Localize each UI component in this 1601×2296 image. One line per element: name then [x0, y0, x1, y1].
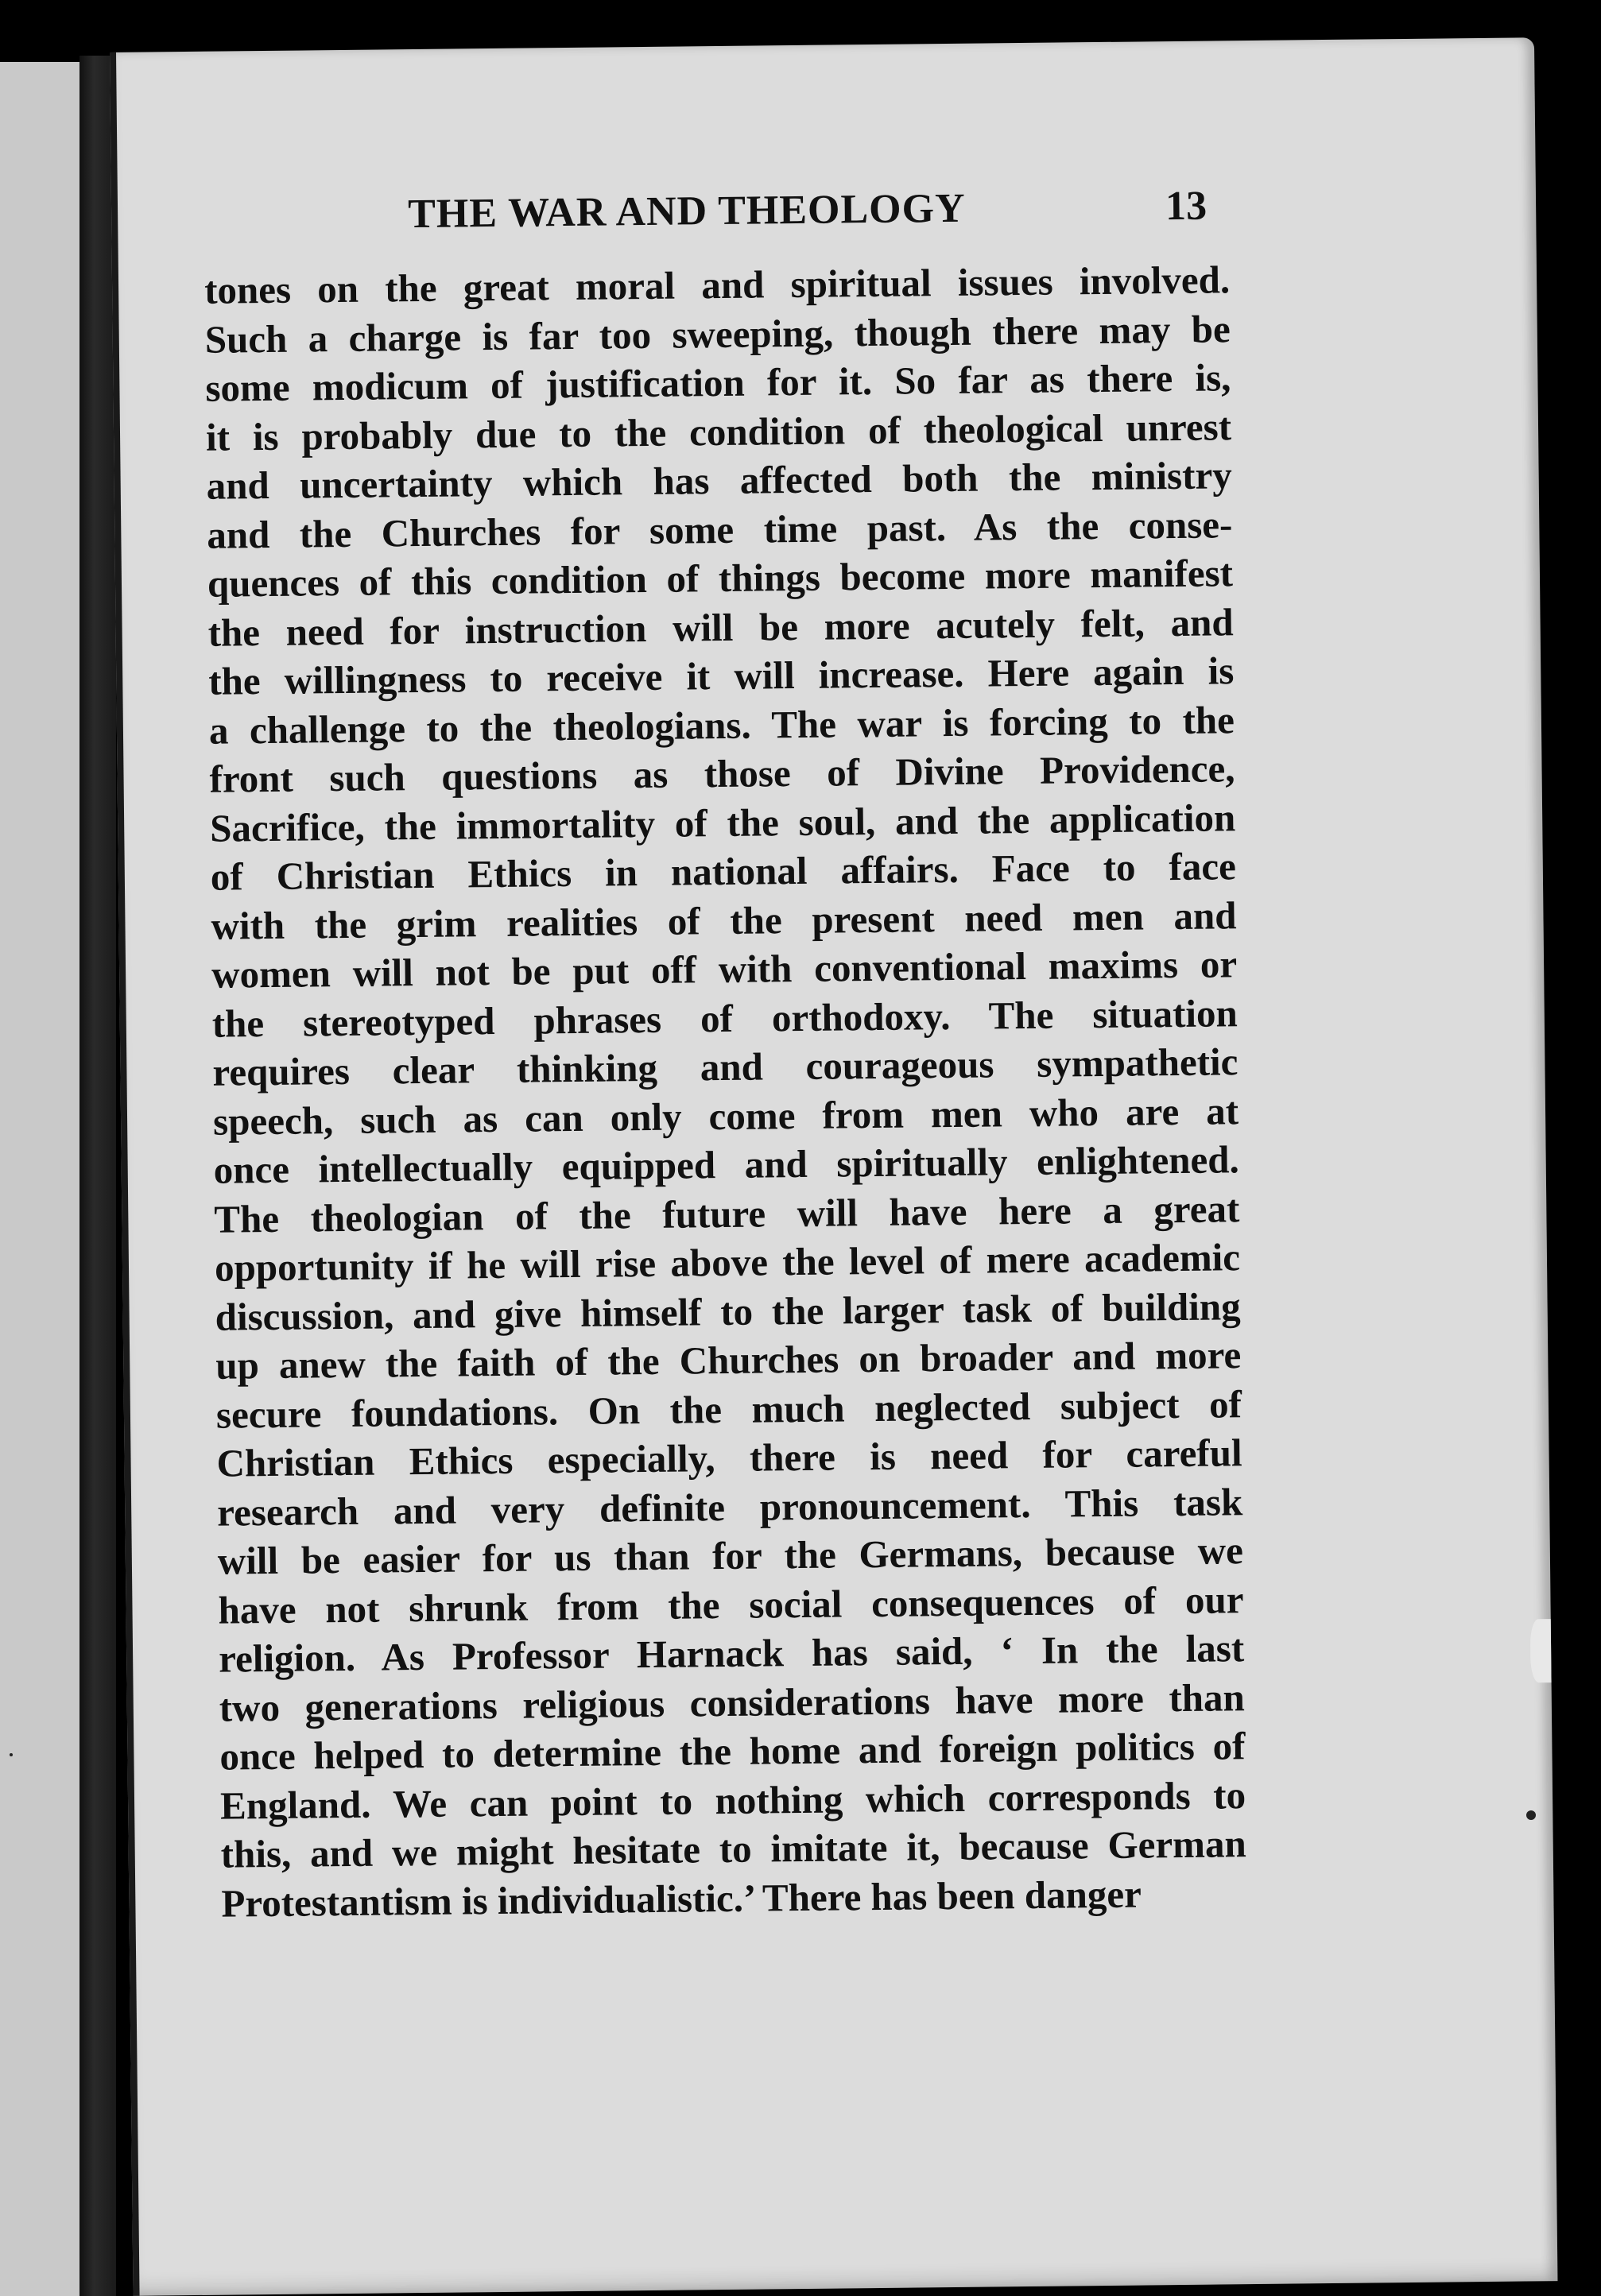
text-line: a challenge to the theologians. The war is forcing to the [208, 697, 1235, 753]
text-line: Such a charge is far too sweeping, though there may be [204, 306, 1231, 362]
text-line: front such questions as those of Divine Providence, [209, 746, 1235, 801]
text-line: up anew the faith of the Churches on broader and more [215, 1333, 1242, 1388]
running-title: THE WAR AND THEOLOGY [407, 185, 966, 238]
text-line: research and very definite pronouncement. This task [216, 1479, 1243, 1535]
text-line: the willingness to receive it will increase. Here again is [208, 649, 1235, 703]
text-line: the need for instruction will be more acutely felt, and [207, 599, 1234, 655]
book-page [110, 37, 1557, 2296]
text-line: will be easier for us than for the Germans, because we [217, 1528, 1244, 1583]
text-line: two generations religious considerations have more than [219, 1675, 1246, 1730]
text-line: it is probably due to the condition of theological unrest [205, 404, 1232, 459]
running-head [118, 179, 1543, 257]
text-line: opportunity if he will rise above the level of mere academic [214, 1235, 1241, 1290]
body-text [204, 255, 1247, 1927]
text-line: and uncertainty which has affected both the ministry [206, 453, 1232, 508]
text-line: The theologian of the future will have here a great [214, 1186, 1240, 1241]
page-number: 13 [1165, 183, 1208, 230]
text-line: some modicum of justification for it. So far as there is, [205, 355, 1231, 410]
text-line: Sacrifice, the immortality of the soul, and the application [209, 795, 1236, 850]
text-line: tones on the great moral and spiritual issues involved. [204, 257, 1231, 312]
text-line: once helped to determine the home and foreign politics of [219, 1724, 1246, 1779]
text-line: the stereotyped phrases of orthodoxy. The situation [211, 990, 1239, 1046]
text-line: discussion, and give himself to the larger task of building [215, 1284, 1241, 1339]
dust-speck [1526, 1810, 1536, 1820]
text-line: speech, such as can only come from men who are at [212, 1088, 1239, 1144]
text-line: and the Churches for some time past. As the conse- [207, 501, 1233, 557]
book-gutter [79, 56, 116, 2296]
torn-page-edge [1530, 1619, 1552, 1682]
text-line: once intellectually equipped and spiritually enlightened. [213, 1137, 1239, 1192]
text-line: this, and we might hesitate to imitate it, because German [220, 1822, 1246, 1876]
text-line: of Christian Ethics in national affairs. Face to face [210, 844, 1237, 899]
page-surface [110, 37, 1557, 2296]
text-line: with the grim realities of the present need men and [211, 892, 1237, 948]
text-line: Christian Ethics especially, there is need for careful [216, 1431, 1242, 1485]
previous-page-edge [0, 62, 87, 2296]
text-line: religion. As Professor Harnack has said, ‘ In the last [218, 1626, 1245, 1681]
text-line: secure foundations. On the much neglected subject of [215, 1381, 1242, 1437]
text-line: England. We can point to nothing which corresponds to [219, 1772, 1246, 1828]
text-line: women will not be put off with conventional maxims or [211, 942, 1238, 997]
dust-speck [10, 1753, 13, 1756]
text-line: have not shrunk from the social consequences of our [218, 1577, 1244, 1632]
text-line: Protestantism is individualistic.’ There has been danger [221, 1872, 1142, 1926]
text-line: quences of this condition of things become more manifest [207, 551, 1234, 606]
text-line: requires clear thinking and courageous sympathetic [212, 1040, 1239, 1094]
